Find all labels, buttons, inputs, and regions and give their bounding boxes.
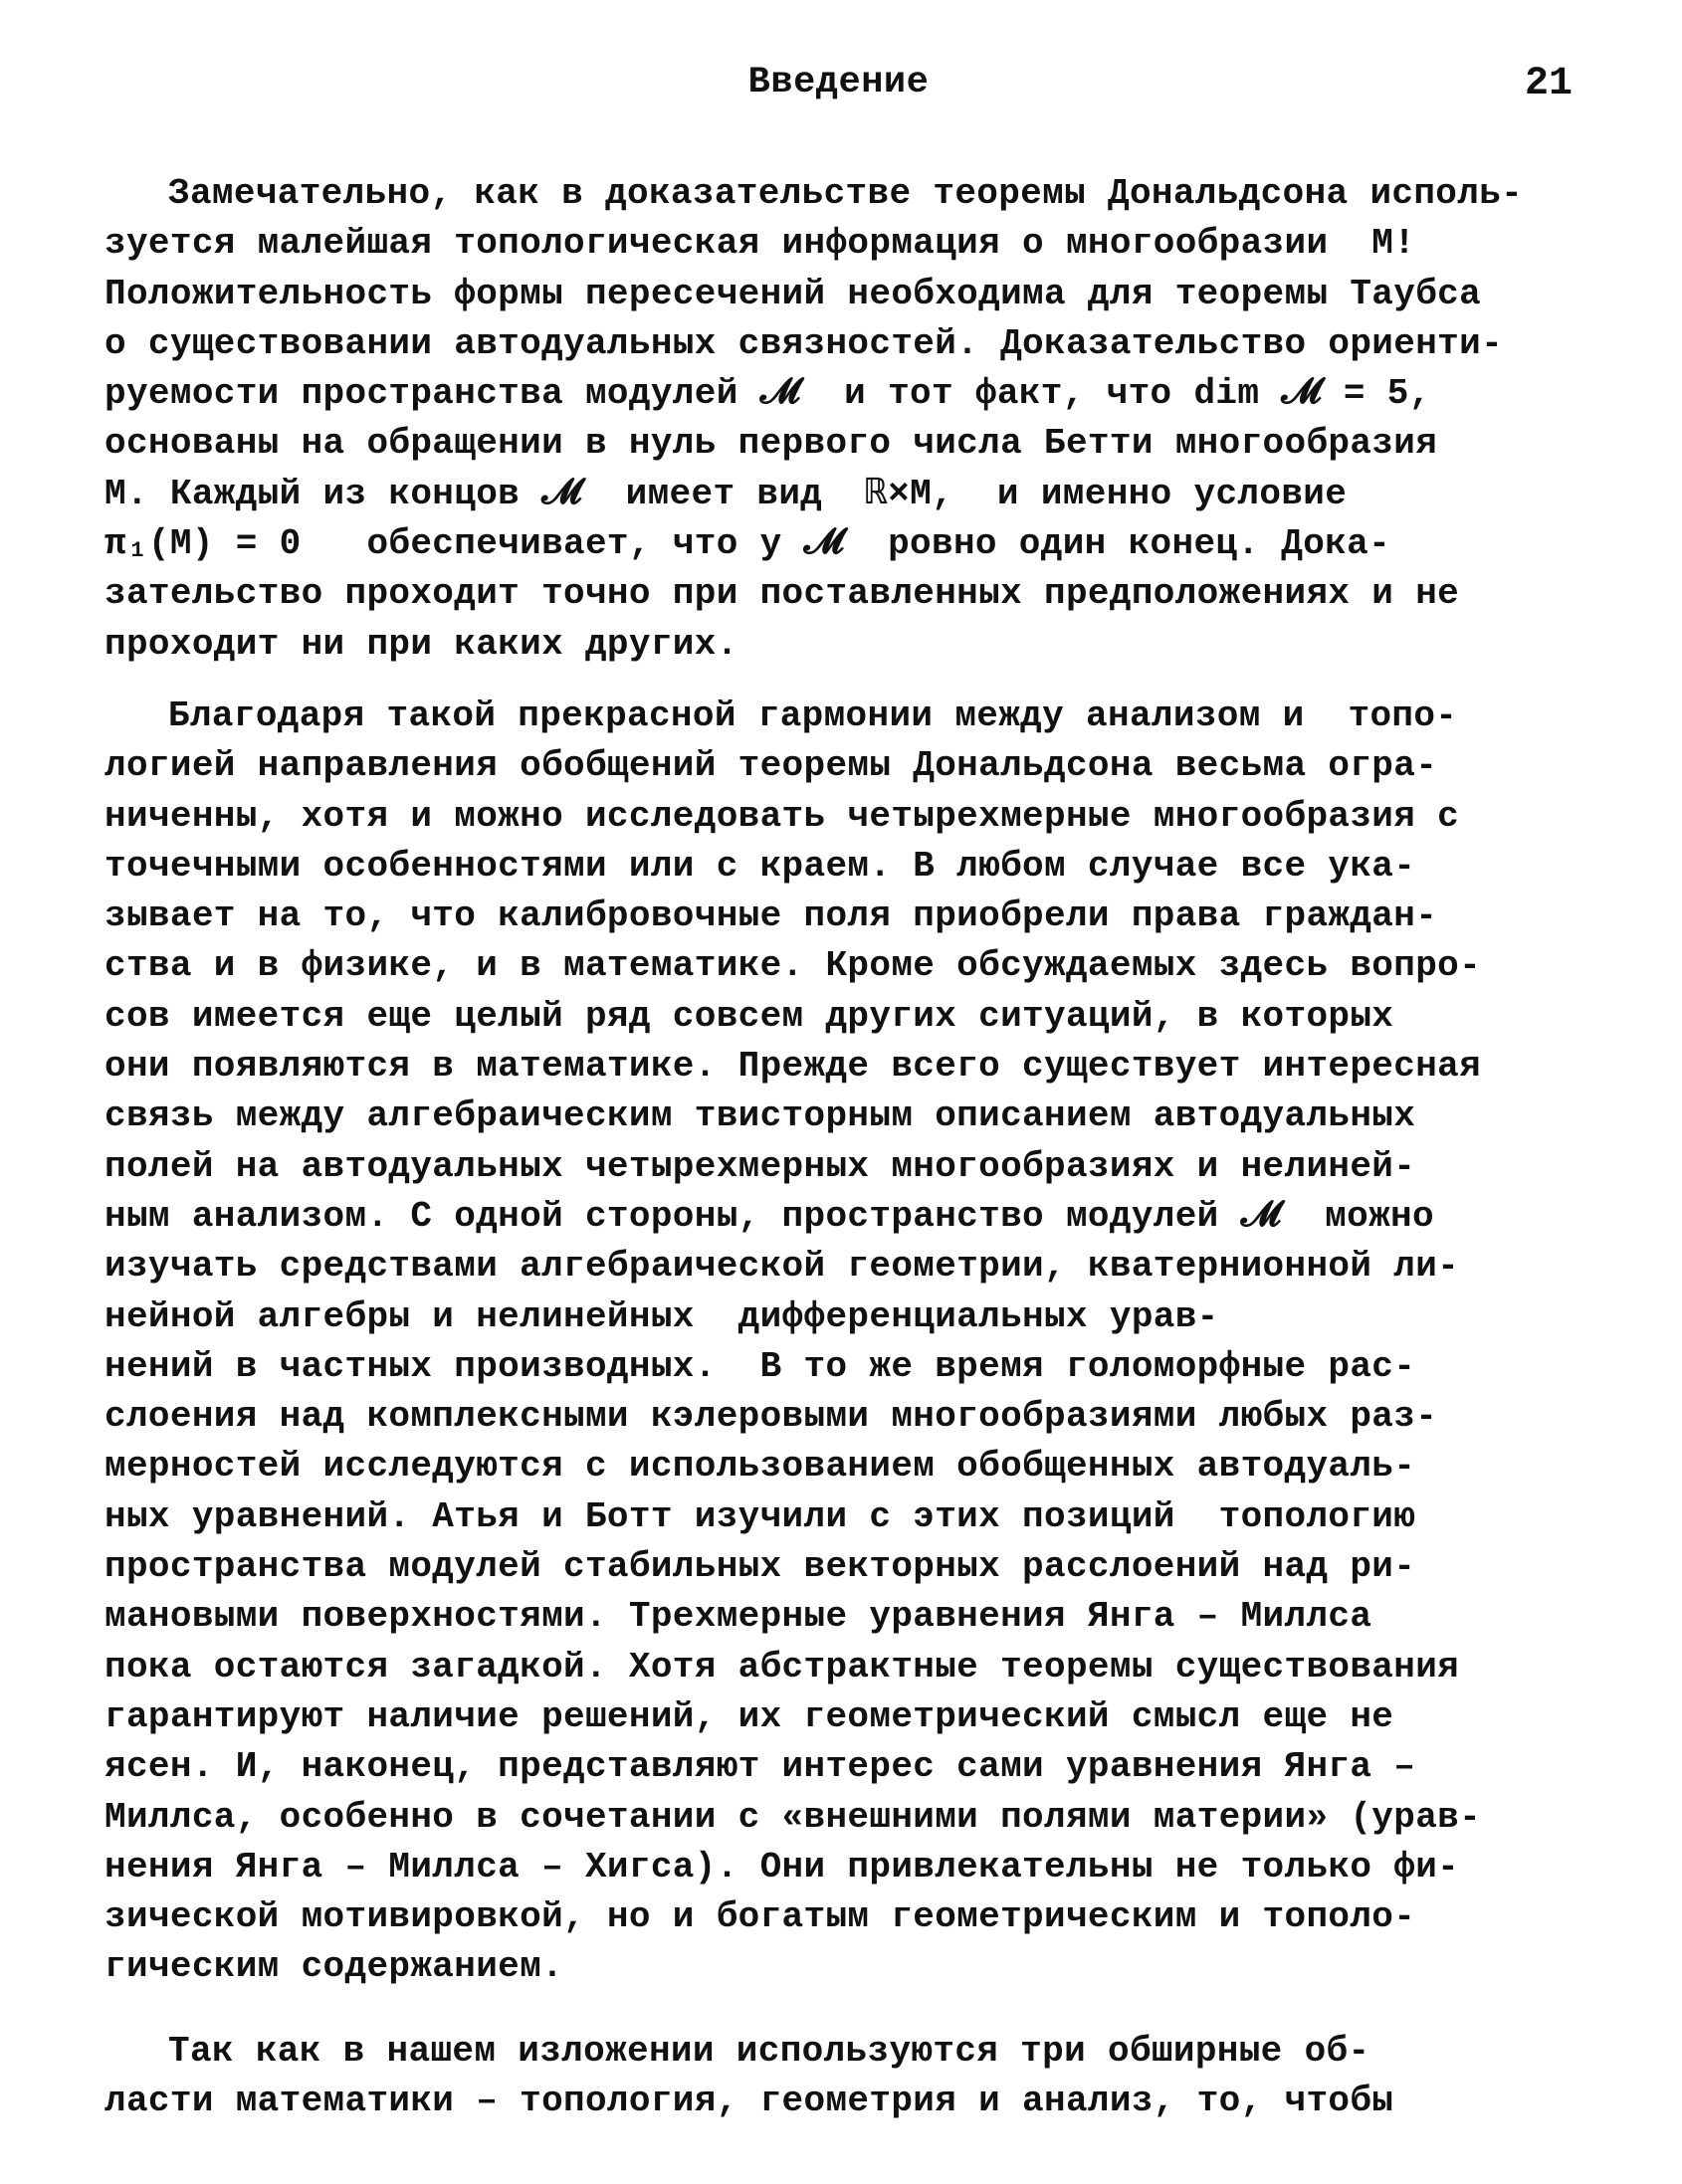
text-line: основаны на обращении в нуль первого числа Бетти многообразия	[105, 423, 1438, 465]
text-line: нений в частных производных. В то же время голоморфные рас-	[105, 1345, 1416, 1387]
text-line: Замечательно, как в доказательстве теоремы Дональдсона исполь-	[168, 173, 1524, 214]
text-line: пространства модулей стабильных векторных расслоений над ри-	[105, 1546, 1416, 1588]
text-line: о существовании автодуальных связностей. Доказательство ориенти-	[105, 322, 1504, 364]
text-line: ниченны, хотя и можно исследовать четырехмерные многообразия с	[105, 795, 1460, 837]
text-line: они появляются в математике. Прежде всего существует интересная	[105, 1046, 1482, 1088]
text-line: гическим содержанием.	[105, 1946, 564, 1988]
text-line: зуется малейшая топологическая информация о многообразии M!	[105, 223, 1416, 265]
text-line: точечными особенностями или с краем. В любом случае все ука-	[105, 845, 1416, 887]
text-line: сов имеется еще целый ряд совсем других ситуаций, в которых	[105, 995, 1394, 1037]
text-line: слоения над комплексными кэлеровыми многообразиями любых раз-	[105, 1396, 1438, 1438]
text-line: изучать средствами алгебраической геометрии, кватернионной ли-	[105, 1246, 1460, 1288]
text-line: мановыми поверхностями. Трехмерные уравнения Янга – Миллса	[105, 1596, 1372, 1638]
text-line: ным анализом. С одной стороны, пространство модулей 𝓜 можно	[105, 1195, 1434, 1237]
text-line: руемости пространства модулей 𝓜 и тот факт, что dim 𝓜 = 5,	[105, 373, 1431, 415]
text-line: связь между алгебраическим твисторным описанием автодуальных	[105, 1095, 1416, 1137]
text-line: зывает на то, что калибровочные поля приобрели права граждан-	[105, 895, 1438, 937]
text-line: зической мотивировкой, но и богатым геометрическим и тополо-	[105, 1896, 1416, 1938]
text-line: проходит ни при каких других.	[105, 623, 738, 665]
text-line: π₁(M) = 0 обеспечивает, что у 𝓜 ровно один конец. Дока-	[105, 523, 1391, 565]
chapter-title: Введение	[747, 62, 930, 103]
running-header	[105, 62, 1573, 121]
text-line: логией направления обобщений теоремы Дональдсона весьма огра-	[105, 745, 1438, 787]
text-line: мерностей исследуются с использованием обобщенных автодуаль-	[105, 1446, 1416, 1488]
text-line: пока остаются загадкой. Хотя абстрактные теоремы существования	[105, 1646, 1460, 1688]
page-number: 21	[1524, 62, 1573, 106]
text-line: Так как в нашем изложении используются три обширные об-	[168, 2030, 1370, 2072]
text-line: полей на автодуальных четырехмерных многообразиях и нелиней-	[105, 1145, 1416, 1187]
paragraph-3	[105, 2027, 1573, 2127]
text-line: ных уравнений. Атья и Ботт изучили с этих позиций топологию	[105, 1495, 1416, 1537]
text-line: нейной алгебры и нелинейных дифференциальных урав-	[105, 1295, 1219, 1337]
paragraph-1	[105, 169, 1573, 670]
text-line: Положительность формы пересечений необходима для теоремы Таубса	[105, 273, 1482, 314]
text-line: M. Каждый из концов 𝓜 имеет вид ℝ×M, и именно условие	[105, 473, 1348, 514]
text-line: ласти математики – топология, геометрия и анализ, то, чтобы	[105, 2080, 1394, 2121]
text-line: зательство проходит точно при поставленных предположениях и не	[105, 573, 1460, 615]
text-line: ства и в физике, и в математике. Кроме обсуждаемых здесь вопро-	[105, 945, 1482, 987]
text-line: Миллса, особенно в сочетании с «внешними полями материи» (урав-	[105, 1796, 1482, 1838]
text-line: ясен. И, наконец, представляют интерес сами уравнения Янга –	[105, 1746, 1416, 1788]
paragraph-2	[105, 692, 1573, 1993]
body-text	[105, 169, 1573, 2126]
text-line: гарантируют наличие решений, их геометрический смысл еще не	[105, 1695, 1394, 1737]
text-line: нения Янга – Миллса – Хигса). Они привлекательны не только фи-	[105, 1846, 1460, 1887]
text-line: Благодаря такой прекрасной гармонии между анализом и топо-	[168, 695, 1458, 736]
